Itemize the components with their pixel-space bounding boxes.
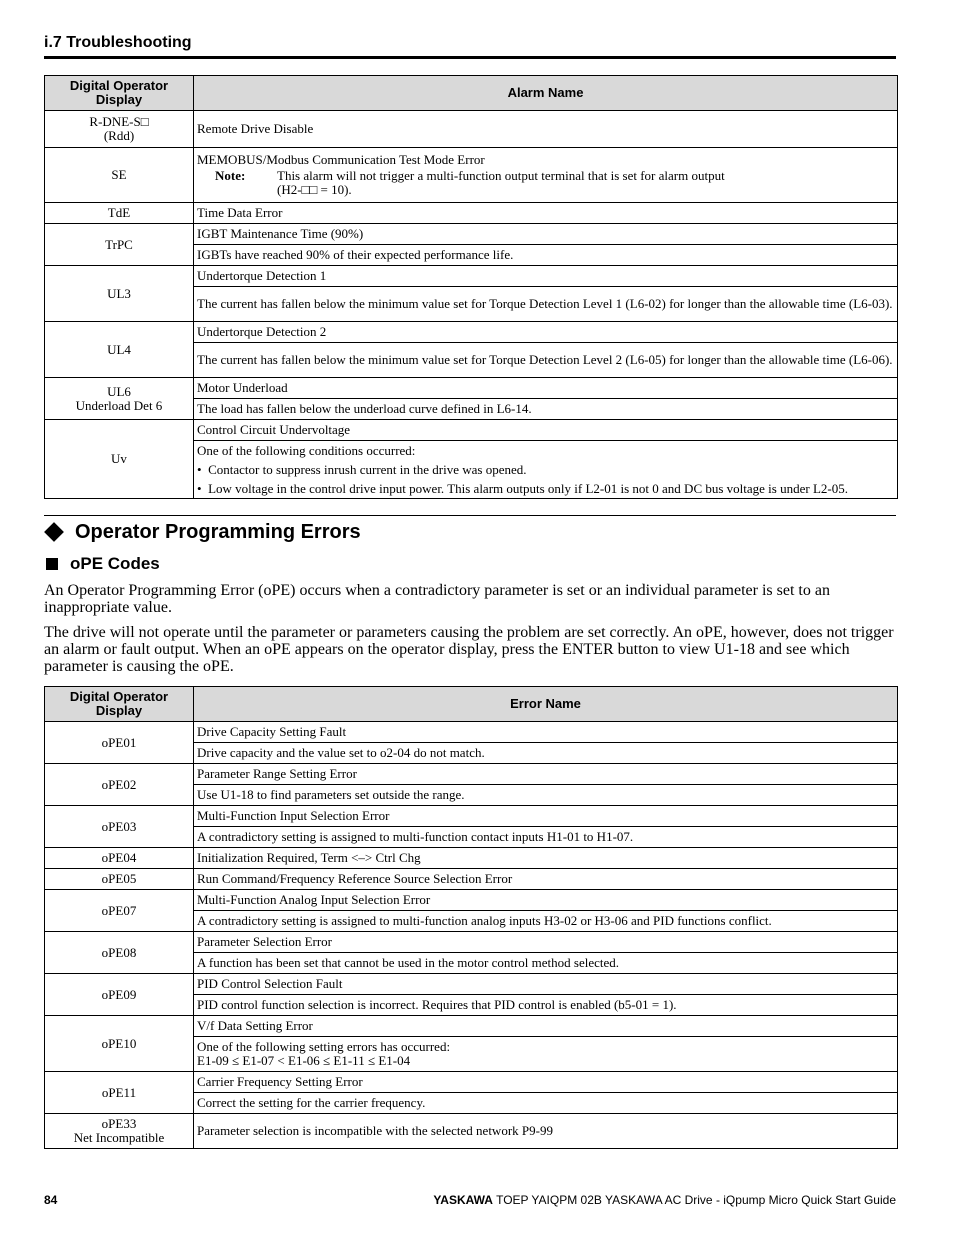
alarm-name: Motor Underload — [194, 378, 898, 399]
error-name: Multi-Function Input Selection Error — [194, 806, 898, 827]
table-row — [45, 1016, 898, 1037]
table-row — [45, 869, 898, 890]
brand-name: YASKAWA — [433, 1193, 493, 1207]
error-name: Parameter selection is incompatible with the selected network P9-99 — [194, 1114, 898, 1149]
alarm-description: The current has fallen below the minimum value set for Torque Detection Level 1 (L6-02) for longer than the allowable time (L6-03). — [194, 287, 898, 322]
alarm-name: MEMOBUS/Modbus Communication Test Mode Error Note: This alarm will not trigger a multi-function output terminal that is set for alarm output (H2-□□ = 10). — [194, 148, 898, 203]
error-description: Correct the setting for the carrier frequency. — [194, 1093, 898, 1114]
display-code: oPE07 — [45, 890, 194, 932]
column-header-display: Digital Operator Display — [45, 76, 194, 111]
table-row — [45, 378, 898, 399]
alarm-name: IGBT Maintenance Time (90%) — [194, 224, 898, 245]
table-row — [45, 932, 898, 953]
error-name: Initialization Required, Term <–> Ctrl Chg — [194, 848, 898, 869]
display-code: TdE — [45, 203, 194, 224]
error-description: A contradictory setting is assigned to multi-function contact inputs H1-01 to H1-07. — [194, 827, 898, 848]
alarm-table — [44, 75, 898, 499]
display-code: UL4 — [45, 322, 194, 378]
display-code: R-DNE-S□ (Rdd) — [45, 111, 194, 148]
display-code: oPE01 — [45, 722, 194, 764]
note-label: Note: — [215, 168, 246, 183]
display-code: oPE05 — [45, 869, 194, 890]
table-row — [45, 420, 898, 441]
error-name: Parameter Range Setting Error — [194, 764, 898, 785]
table-row — [45, 764, 898, 785]
alarm-name: Control Circuit Undervoltage — [194, 420, 898, 441]
page-footer — [44, 1193, 896, 1211]
alarm-description: One of the following conditions occurred: • Contactor to suppress inrush current in the drive was opened. • Low voltage in the control drive input power. This alarm outputs only if L2-01 is not 0 and DC bus voltage is under L2-05. — [194, 441, 898, 499]
section-header — [44, 33, 896, 59]
diamond-icon — [44, 522, 64, 542]
alarm-name: Undertorque Detection 1 — [194, 266, 898, 287]
display-code: SE — [45, 148, 194, 203]
error-name: Drive Capacity Setting Fault — [194, 722, 898, 743]
table-row — [45, 1072, 898, 1093]
alarm-name: Time Data Error — [194, 203, 898, 224]
display-code: UL6 Underload Det 6 — [45, 378, 194, 420]
error-name: Carrier Frequency Setting Error — [194, 1072, 898, 1093]
note: Note: This alarm will not trigger a multi-function output terminal that is set for alarm output (H2-□□ = 10). — [197, 169, 894, 197]
table-row — [45, 974, 898, 995]
table-row — [45, 890, 898, 911]
error-name: PID Control Selection Fault — [194, 974, 898, 995]
error-description: Use U1-18 to find parameters set outside the range. — [194, 785, 898, 806]
display-code: oPE02 — [45, 764, 194, 806]
column-header-display: Digital Operator Display — [45, 687, 194, 722]
heading-divider — [44, 515, 896, 516]
square-icon — [46, 558, 58, 570]
table-header-row — [45, 687, 898, 722]
alarm-name: Remote Drive Disable — [194, 111, 898, 148]
paragraph-intro: An Operator Programming Error (oPE) occurs when a contradictory parameter is set or an individual parameter is set to an inappropriate value. — [44, 582, 830, 616]
error-description: PID control function selection is incorrect. Requires that PID control is enabled (b5-01 = 1). — [194, 995, 898, 1016]
display-code: oPE04 — [45, 848, 194, 869]
error-description: Drive capacity and the value set to o2-04 do not match. — [194, 743, 898, 764]
alarm-description: IGBTs have reached 90% of their expected performance life. — [194, 245, 898, 266]
alarm-description: The load has fallen below the underload curve defined in L6-14. — [194, 399, 898, 420]
table-row — [45, 224, 898, 245]
table-row — [45, 1114, 898, 1149]
table-row — [45, 111, 898, 148]
display-code: oPE03 — [45, 806, 194, 848]
table-row — [45, 806, 898, 827]
paragraph-detail: The drive will not operate until the parameter or parameters causing the problem are set correctly. An oPE, however, does not trigger an alarm or fault output. When an oPE appears on the operator display, press the ENTER button to view U1-18 and see which parameter is causing the oPE. — [44, 624, 894, 675]
document-title: YASKAWA TOEP YAIQPM 02B YASKAWA AC Drive - iQpump Micro Quick Start Guide — [433, 1193, 896, 1207]
error-description: A function has been set that cannot be used in the motor control method selected. — [194, 953, 898, 974]
error-name: Parameter Selection Error — [194, 932, 898, 953]
sub-heading-text: oPE Codes — [70, 554, 160, 573]
table-row — [45, 722, 898, 743]
column-header-error-name: Error Name — [194, 687, 898, 722]
display-code: oPE33 Net Incompatible — [45, 1114, 194, 1149]
error-name: Multi-Function Analog Input Selection Error — [194, 890, 898, 911]
sub-heading — [44, 553, 160, 575]
error-description: One of the following setting errors has occurred: E1-09 ≤ E1-07 < E1-06 ≤ E1-11 ≤ E1-04 — [194, 1037, 898, 1072]
alarm-name: Undertorque Detection 2 — [194, 322, 898, 343]
page-number: 84 — [44, 1193, 58, 1207]
column-header-alarm-name: Alarm Name — [194, 76, 898, 111]
display-code: oPE08 — [45, 932, 194, 974]
section-heading — [44, 520, 361, 544]
ope-table — [44, 686, 898, 1149]
display-code: Uv — [45, 420, 194, 499]
display-code: oPE10 — [45, 1016, 194, 1072]
display-code: TrPC — [45, 224, 194, 266]
table-row — [45, 266, 898, 287]
display-code: oPE11 — [45, 1072, 194, 1114]
error-name: Run Command/Frequency Reference Source Selection Error — [194, 869, 898, 890]
display-code: oPE09 — [45, 974, 194, 1016]
display-code: UL3 — [45, 266, 194, 322]
error-description: A contradictory setting is assigned to multi-function analog inputs H3-02 or H3-06 and PID functions conflict. — [194, 911, 898, 932]
table-row — [45, 322, 898, 343]
section-title: i.7 Troubleshooting — [44, 34, 192, 51]
table-row — [45, 148, 898, 203]
alarm-description: The current has fallen below the minimum value set for Torque Detection Level 2 (L6-05) for longer than the allowable time (L6-06). — [194, 343, 898, 378]
error-name: V/f Data Setting Error — [194, 1016, 898, 1037]
section-heading-text: Operator Programming Errors — [75, 520, 361, 543]
table-row — [45, 203, 898, 224]
table-row — [45, 848, 898, 869]
table-header-row — [45, 76, 898, 111]
